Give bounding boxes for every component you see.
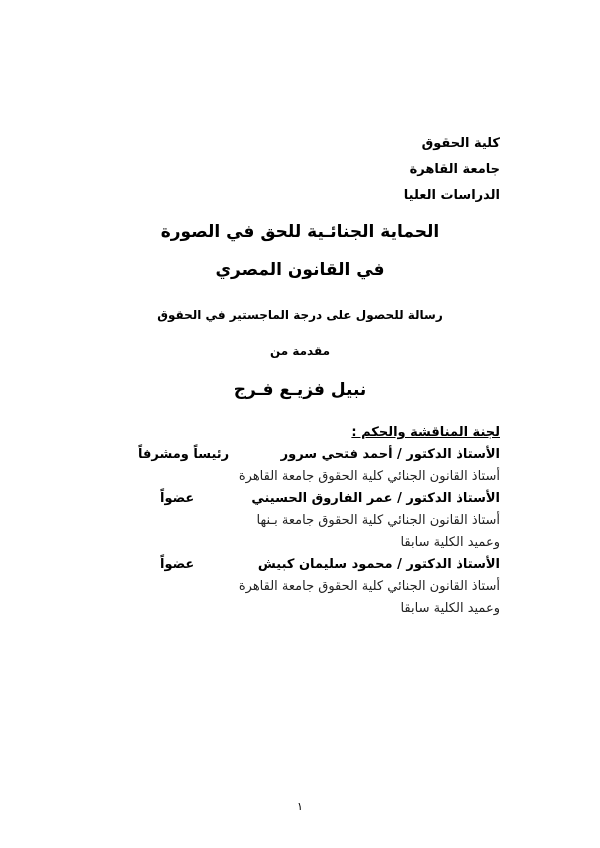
committee-member-3 xyxy=(100,554,500,576)
page-number: ١ xyxy=(297,800,303,813)
committee-member-1 xyxy=(100,444,500,466)
member-role: رئيساً ومشرفاً xyxy=(138,447,230,462)
member-description: وعميد الكلية سابقا xyxy=(400,535,500,550)
department-name: الدراسات العليا xyxy=(403,188,500,203)
thesis-title-line-1: الحماية الجنائـية للحق في الصورة xyxy=(160,222,440,242)
member-name: الأستاذ الدكتور / عمر الفاروق الحسيني xyxy=(251,491,500,506)
member-description: وعميد الكلية سابقا xyxy=(400,601,500,616)
committee-section xyxy=(100,422,500,620)
member-description: أستاذ القانون الجنائي كلية الحقوق جامعة القاهرة xyxy=(238,469,500,484)
faculty-name: كلية الحقوق xyxy=(421,136,500,151)
member-name: الأستاذ الدكتور / محمود سليمان كبيش xyxy=(257,557,500,572)
author-name: نبيل فزيـع فـرج xyxy=(233,380,367,400)
institution-block xyxy=(404,131,500,209)
committee-member-2 xyxy=(100,488,500,510)
member-description: أستاذ القانون الجنائي كلية الحقوق جامعة القاهرة xyxy=(238,579,500,594)
member-description: أستاذ القانون الجنائي كلية الحقوق جامعة بـنها xyxy=(256,513,500,528)
thesis-purpose: رسالة للحصول على درجة الماجستير في الحقوق xyxy=(157,308,443,322)
university-name: جامعة القاهرة xyxy=(409,162,500,177)
member-role: عضواً xyxy=(160,557,195,572)
member-name: الأستاذ الدكتور / أحمد فتحي سرور xyxy=(280,447,500,462)
presented-by-label: مقدمة من xyxy=(269,344,331,358)
member-role: عضواً xyxy=(160,491,195,506)
committee-heading: لجنة المناقشة والحكم : xyxy=(351,425,500,440)
thesis-title-line-2: في القانون المصري xyxy=(215,260,385,280)
